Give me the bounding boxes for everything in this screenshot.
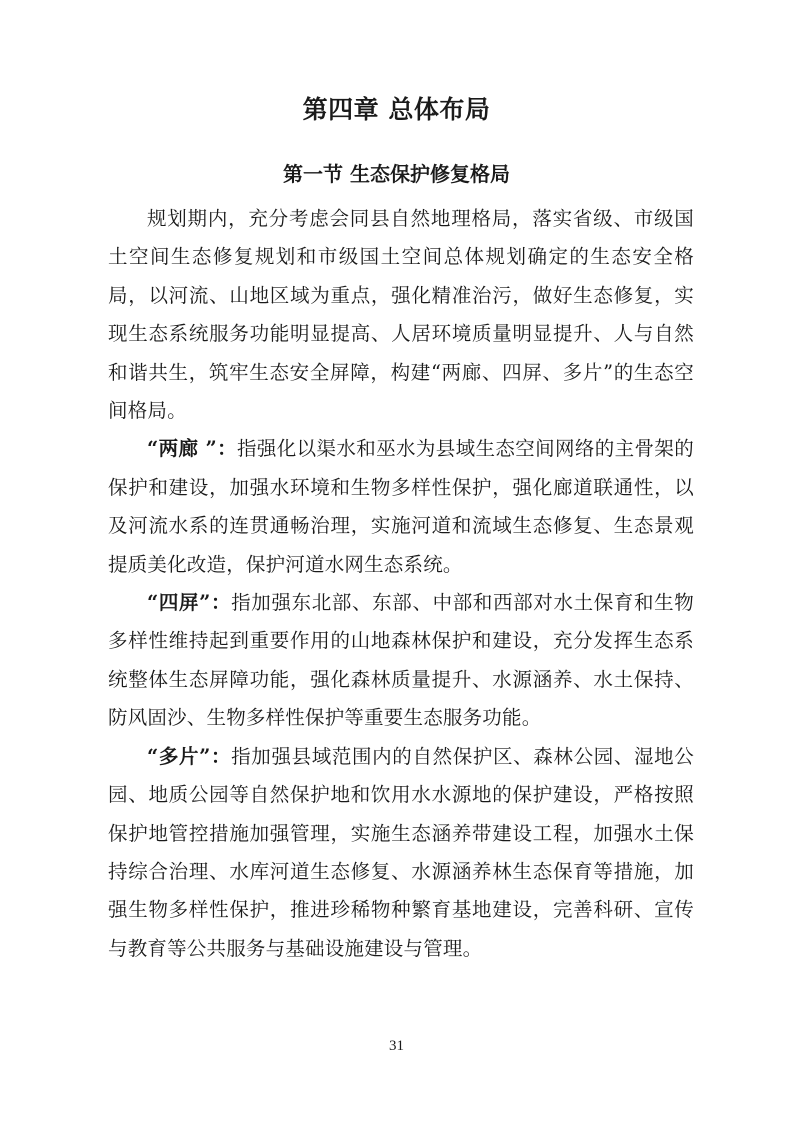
section-title: 第一节 生态保护修复格局 — [283, 162, 510, 186]
paragraph-two-corridors — [108, 430, 694, 584]
paragraph-multiple-patches — [108, 738, 694, 968]
paragraph-text: 规划期内，充分考虑会同县自然地理格局，落实省级、市级国土空间生态修复规划和市级国土空间总体规划确定的生态安全格局，以河流、山地区域为重点，强化精准治污，做好生态修复，实现生态系统服务功能明显提高、人居环境质量明显提升、人与自然和谐共生，筑牢生态安全屏障，构建“两廊、四屏、多片”的生态空间格局。 — [108, 207, 694, 423]
paragraph-intro — [108, 200, 694, 430]
paragraph-text: 指加强县域范围内的自然保护区、森林公园、湿地公园、地质公园等自然保护地和饮用水水源地的保护建设，严格按照保护地管控措施加强管理，实施生态涵养带建设工程，加强水土保持综合治理、水库河道生态修复、水源涵养林生态保育等措施，加强生物多样性保护，推进珍稀物种繁育基地建设，完善科研、宣传与教育等公共服务与基础设施建设与管理。 — [108, 744, 694, 960]
paragraph-text: 指强化以渠水和巫水为县域生态空间网络的主骨架的保护和建设，加强水环境和生物多样性保护，强化廊道联通性，以及河流水系的连贯通畅治理，实施河道和流域生态修复、生态景观提质美化改造，保护河道水网生态系统。 — [108, 437, 695, 576]
body-text — [108, 200, 694, 968]
paragraph-lead: “两廊 ”： — [147, 437, 237, 461]
page-number: 31 — [389, 1038, 404, 1054]
paragraph-lead: “四屏”： — [147, 591, 232, 615]
chapter-title: 第四章 总体布局 — [302, 95, 491, 124]
paragraph-lead: “多片”： — [147, 744, 232, 768]
paragraph-four-screens — [108, 584, 694, 738]
paragraph-text: 指加强东北部、东部、中部和西部对水土保育和生物多样性维持起到重要作用的山地森林保护和建设，充分发挥生态系统整体生态屏障功能，强化森林质量提升、水源涵养、水土保持、防风固沙、生物多样性保护等重要生态服务功能。 — [108, 591, 694, 730]
